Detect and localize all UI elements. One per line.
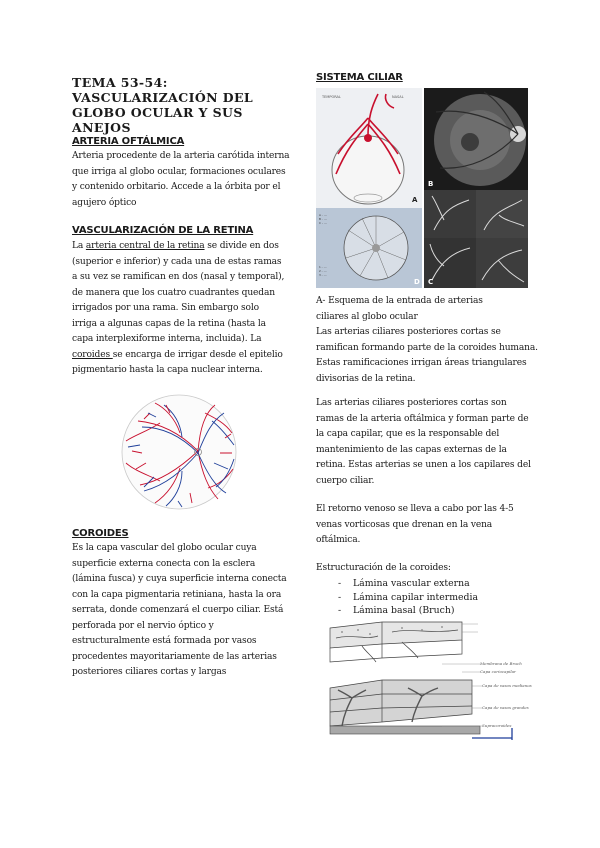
choroid-layers-list	[338, 577, 478, 618]
retorno-venoso-text: El retorno venoso se lleva a cabo por las 4-5 venas vorticosas que drenan en la vena oftálmica.	[316, 504, 514, 545]
figure-d-letter: D	[414, 278, 420, 286]
svg-text:TEMPORAL: TEMPORAL	[322, 95, 341, 99]
choroid-structure-drawing	[322, 618, 532, 738]
ciliary-arteries-drawing	[316, 88, 422, 208]
ciliares-text-1: Las arterias ciliares posteriores cortas se ramifican formando parte de la coroides humana. Estas ramificaciones irrigan áreas triangulares divisorias de la retina.	[316, 327, 538, 384]
svg-text:1 - ....: 1 - ....	[319, 265, 328, 269]
figure-d-retina-sectors	[316, 208, 422, 288]
title-line-2: VASCULARIZACIÓN DEL	[72, 90, 254, 105]
coroides-text: Es la capa vascular del globo ocular cuya superficie externa conecta con la esclera (lámina fusca) y cuya superficie interna conecta con la capa pigmentaria retiniana, hasta la ora serrata, donde comenzará el cuerpo ciliar. Está perforada por el nervio óptico y estructuralmente está formada por vasos procedentes mayoritariamente de las arterias posteriores ciliares cortas y largas	[72, 543, 287, 677]
choroid-label-vasos-grandes: Capa de vasos grandes	[482, 705, 529, 710]
heading-arteria-oftalmica: ARTERIA OFTÁLMICA	[72, 136, 185, 147]
page-title	[72, 75, 302, 135]
svg-text:A - ....: A - ....	[319, 213, 328, 217]
paragraph-arteria-oftalmica	[72, 149, 290, 211]
retina-underlined-coroides: coroides	[72, 349, 113, 360]
paragraph-retorno-venoso	[316, 502, 538, 549]
paragraph-vascularizacion-retina	[72, 239, 286, 379]
ciliares-text-2: Las arterias ciliares posteriores cortas son ramas de la arteria oftálmica y forman parte de la capa capilar, que es la responsable del mantenimiento de las capas externas de la retina. Estas arterias se unen a los capilares del cuerpo ciliar.	[316, 398, 531, 486]
figure-a-ciliary-arteries-schematic	[316, 88, 422, 208]
retina-vessels-figure	[120, 393, 238, 511]
retina-text-part-1: La	[72, 241, 86, 251]
list-item: - Lámina vascular externa	[338, 577, 478, 591]
choroid-label-coriocapilar: Capa coriocapilar	[480, 669, 516, 674]
heading-sistema-ciliar: SISTEMA CILIAR	[316, 72, 403, 83]
svg-text:C - ....: C - ....	[319, 221, 328, 225]
estructuracion-title	[316, 561, 538, 577]
svg-text:NASAL: NASAL	[392, 95, 404, 99]
figure-a-caption	[316, 294, 536, 325]
svg-text:B - ....: B - ....	[319, 217, 328, 221]
retina-underlined-arteria-central: arteria central de la retina	[85, 241, 205, 251]
svg-text:3 - ....: 3 - ....	[319, 273, 328, 277]
choroid-label-vasos-medianos: Capa de vasos medianos	[482, 683, 532, 688]
figure-b-letter: B	[428, 180, 434, 188]
retina-text-part-2: se divide en dos (superior e inferior) y cada una de estas ramas a su vez se ramifican en dos (nasal y temporal), de manera que los cuatro cuadrantes quedan irrigados por una rama. Sin embargo solo irriga a algunas capas de la retina (hasta la capa interplexiforme interna, incluida). La	[72, 241, 285, 344]
choroid-label-supracoroides: Supracoroides	[482, 723, 512, 728]
figure-a-letter: A	[412, 196, 418, 204]
estructuracion-title-text: Estructuración de la coroides:	[316, 563, 451, 573]
choroid-label-bruch: Membrana de Bruch	[480, 661, 522, 666]
list-item: - Lámina basal (Bruch)	[338, 604, 478, 618]
figure-b-fundus-photo	[424, 88, 528, 190]
paragraph-ciliares-2	[316, 396, 536, 489]
arteria-oftalmica-text: Arteria procedente de la arteria carótida interna que irriga al globo ocular, formaciones oculares y contenido orbitario. Accede a la órbita por el agujero óptico	[72, 151, 290, 208]
vascularizacion-retina-text	[72, 239, 286, 379]
caption-line-1: A- Esquema de la entrada de arterias	[316, 296, 483, 306]
figure-c-letter: C	[428, 278, 434, 286]
retina-vessels-drawing	[120, 393, 238, 511]
retina-text-part-3: se encarga de irrigar desde el epitelio pigmentario hasta la capa nuclear interna.	[72, 349, 283, 375]
choroid-structure-figure	[322, 618, 532, 738]
list-item: - Lámina capilar intermedia	[338, 591, 478, 605]
paragraph-coroides	[72, 541, 287, 681]
retina-sectors-drawing	[316, 208, 422, 288]
heading-coroides: COROIDES	[72, 528, 129, 539]
angiography-drawing	[424, 190, 528, 288]
paragraph-ciliares-1	[316, 325, 538, 387]
heading-vascularizacion-retina: VASCULARIZACIÓN DE LA RETINA	[72, 225, 254, 236]
svg-text:2 - ....: 2 - ....	[319, 269, 328, 273]
title-line-1: TEMA 53-54:	[72, 75, 168, 90]
figure-c-angiography	[424, 190, 528, 288]
fundus-drawing	[424, 88, 528, 190]
title-line-3: GLOBO OCULAR Y SUS ANEJOS	[72, 105, 243, 135]
caption-line-2: ciliares al globo ocular	[316, 311, 418, 322]
